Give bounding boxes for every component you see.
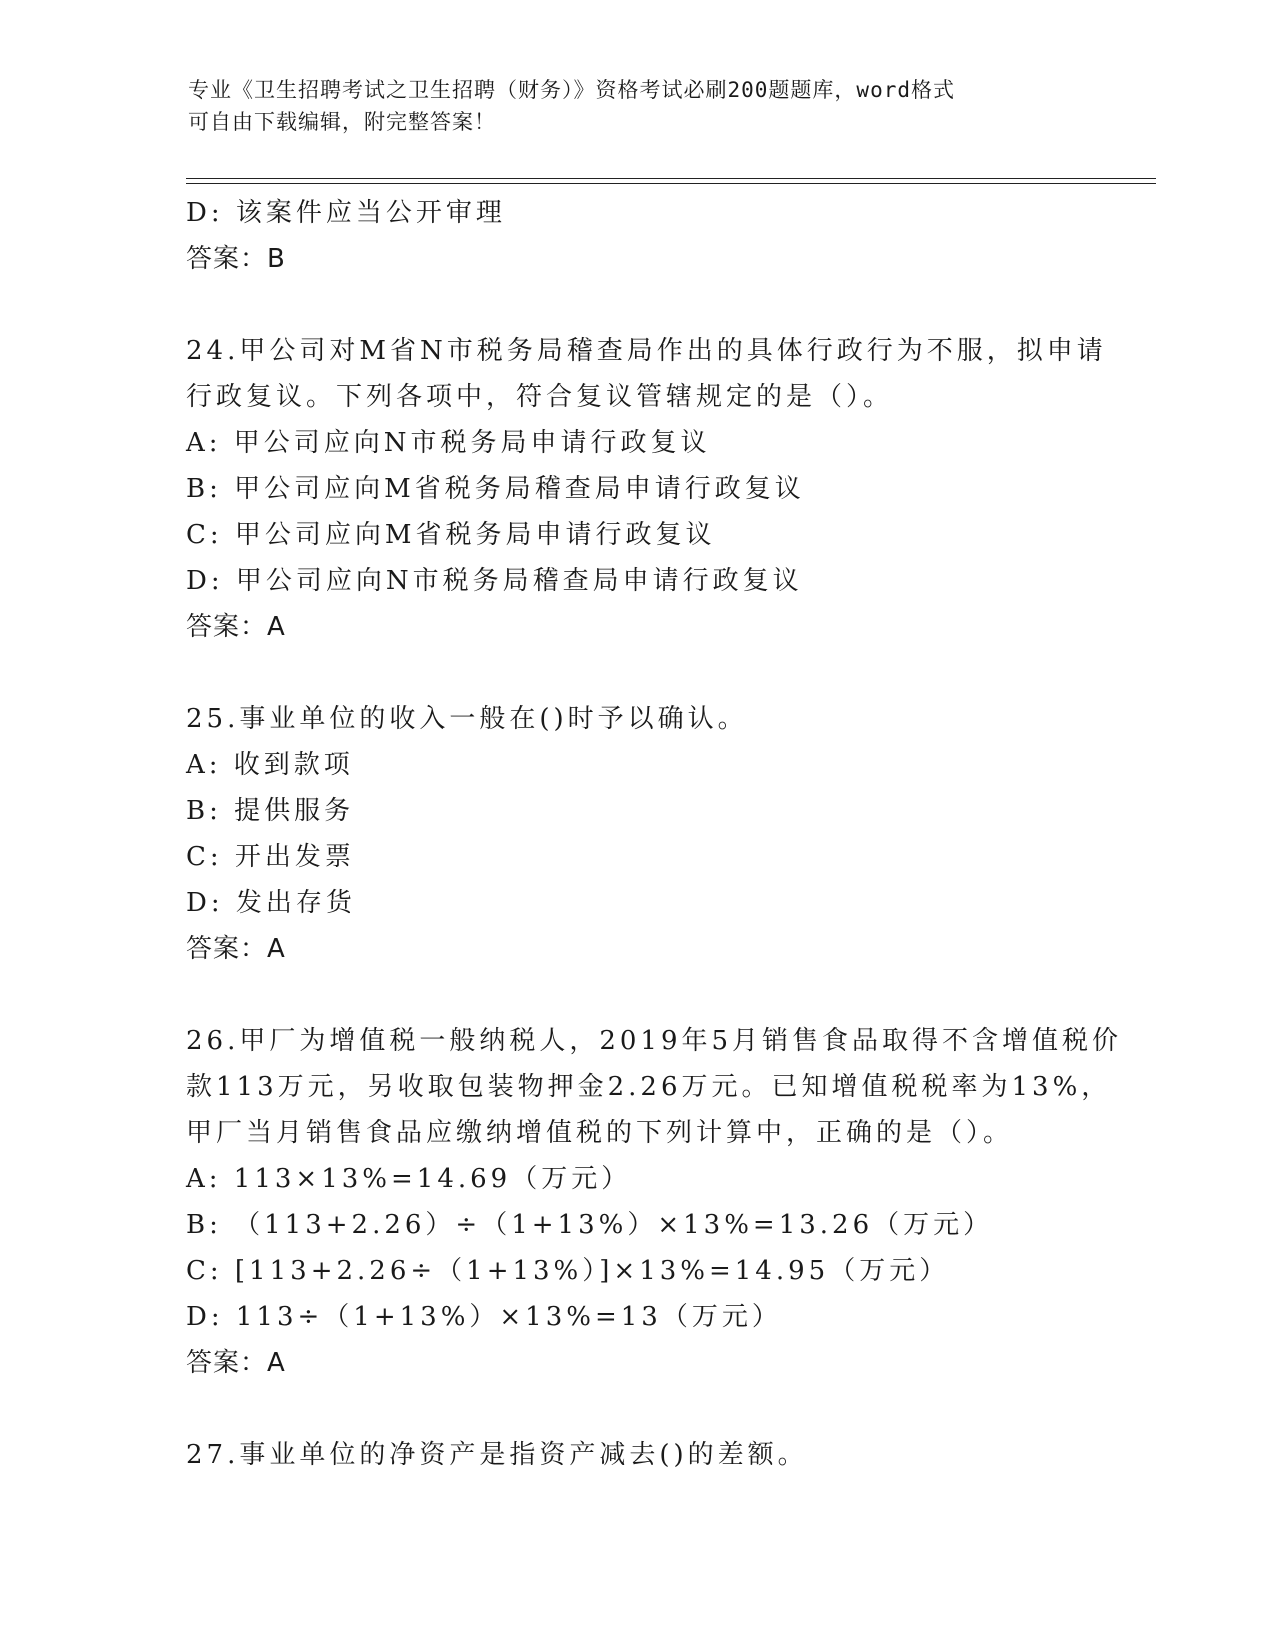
option-b: B: 甲公司应向M省税务局稽查局申请行政复议 (186, 474, 805, 504)
option-d: D: 发出存货 (186, 888, 356, 918)
question-stem: 27.事业单位的净资产是指资产减去()的差额。 (186, 1440, 808, 1470)
question-stem: 24.甲公司对M省N市税务局稽查局作出的具体行政行为不服，拟申请 (186, 336, 1107, 366)
document-header (188, 74, 1088, 138)
option-c: C: [113+2.26÷（1+13%）]×13%=14.95（万元） (186, 1256, 950, 1286)
option-a: A: 甲公司应向N市税务局申请行政复议 (186, 428, 711, 458)
prev-question-tail (186, 190, 1146, 282)
header-line-2: 可自由下载编辑，附完整答案！ (188, 110, 496, 134)
question-stem: 行政复议。下列各项中，符合复议管辖规定的是（）。 (186, 382, 894, 412)
question-26 (186, 1018, 1146, 1386)
header-divider-bottom (186, 183, 1156, 184)
option-d: D: 113÷（1+13%）×13%=13（万元） (186, 1302, 782, 1332)
header-line-1: 专业《卫生招聘考试之卫生招聘（财务）》资格考试必刷200题题库，word格式 (188, 78, 955, 102)
answer: 答案：A (186, 612, 286, 642)
question-24 (186, 328, 1146, 650)
answer: 答案：B (186, 244, 286, 274)
option-c: C: 甲公司应向M省税务局申请行政复议 (186, 520, 716, 550)
question-27 (186, 1432, 1146, 1478)
option-d: D: 甲公司应向N市税务局稽查局申请行政复议 (186, 566, 803, 596)
option-a: A: 113×13%=14.69（万元） (186, 1164, 632, 1194)
option-a: A: 收到款项 (186, 750, 354, 780)
option-c: C: 开出发票 (186, 842, 355, 872)
question-stem: 26.甲厂为增值税一般纳税人，2019年5月销售食品取得不含增值税价 (186, 1026, 1123, 1056)
question-stem: 25.事业单位的收入一般在()时予以确认。 (186, 704, 748, 734)
question-stem: 甲厂当月销售食品应缴纳增值税的下列计算中，正确的是（）。 (186, 1118, 1014, 1148)
answer: 答案：A (186, 934, 286, 964)
header-divider-top (186, 178, 1156, 179)
question-stem: 款113万元，另收取包装物押金2.26万元。已知增值税税率为13%， (186, 1072, 1112, 1102)
option-b: B: 提供服务 (186, 796, 355, 826)
document-body (186, 190, 1146, 1478)
option-d: D: 该案件应当公开审理 (186, 198, 506, 228)
answer: 答案：A (186, 1348, 286, 1378)
question-25 (186, 696, 1146, 972)
option-b: B: （113+2.26）÷（1+13%）×13%=13.26（万元） (186, 1210, 994, 1240)
